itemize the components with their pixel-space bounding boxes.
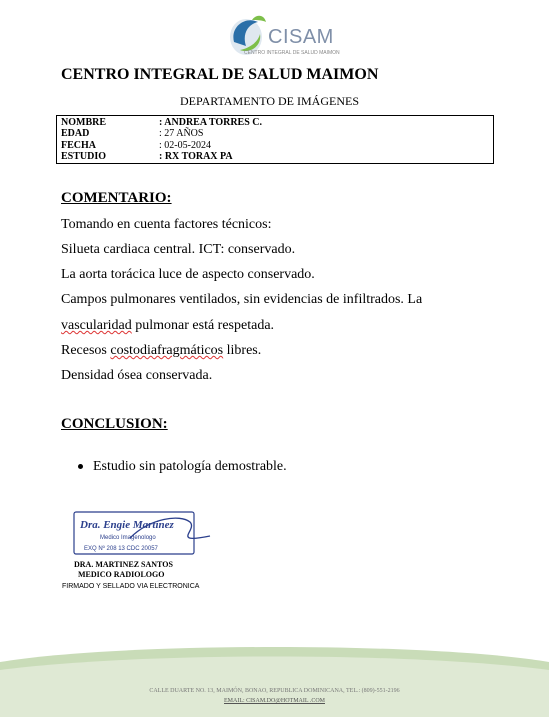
info-label: FECHA [61, 140, 96, 151]
footer-wave [0, 640, 549, 717]
comment-line: Tomando en cuenta factores técnicos: [61, 217, 272, 232]
comment-line: vascularidad pulmonar está respetada. [61, 318, 275, 333]
footer-address: CALLE DUARTE NO. 13, MAIMÓN, BONAO, REPUBLICA DOMINICANA, TEL.: (809)-551-2196 [149, 688, 400, 694]
signer-role: MEDICO RADIOLOGO [78, 570, 165, 579]
logo-text: CISAM [268, 26, 334, 48]
stamp-name: Dra. Engie Martinez [80, 519, 174, 531]
signature-stamp [70, 508, 220, 558]
comment-line: La aorta torácica luce de aspecto conservado. [61, 267, 315, 282]
stamp-ids: EXQ Nº 208 13 CDC 20057 [84, 546, 158, 552]
conclusion-item [78, 459, 287, 475]
conclusion-text: Estudio sin patología demostrable. [93, 459, 287, 474]
comment-line: Silueta cardiaca central. ICT: conservado. [61, 242, 296, 257]
info-label: ESTUDIO [61, 151, 107, 162]
info-value: : RX TORAX PA [159, 151, 233, 162]
info-label: NOMBRE [61, 117, 106, 128]
conclusion-heading: CONCLUSION: [61, 416, 168, 432]
comment-line: Recesos costodiafragmáticos libres. [61, 343, 262, 358]
comment-line: Campos pulmonares ventilados, sin evidencias de infiltrados. La [61, 292, 423, 307]
info-value: : ANDREA TORRES C. [159, 117, 262, 128]
info-label: EDAD [61, 128, 90, 139]
footer-email-link[interactable]: EMAIL: CISAM.DO@HOTMAIL .COM [224, 698, 325, 704]
document-title: CENTRO INTEGRAL DE SALUD MAIMON [61, 66, 379, 83]
info-value: : 27 AÑOS [159, 128, 204, 139]
patient-info-box [56, 115, 494, 164]
department-title: DEPARTAMENTO DE IMÁGENES [180, 94, 359, 108]
bullet-icon [78, 464, 83, 469]
logo-subtitle: CENTRO INTEGRAL DE SALUD MAIMON [244, 50, 340, 56]
comment-line: Densidad ósea conservada. [61, 368, 213, 383]
info-value: : 02-05-2024 [159, 140, 211, 151]
signer-name: DRA. MARTINEZ SANTOS [74, 560, 173, 569]
signature-note: FIRMADO Y SELLADO VIA ELECTRONICA [62, 583, 200, 590]
spellcheck-word: vascularidad [61, 318, 132, 333]
comment-heading: COMENTARIO: [61, 190, 172, 206]
spellcheck-word: costodiafragmáticos [110, 343, 224, 358]
stamp-title: Medico Imagenologo [100, 535, 156, 541]
